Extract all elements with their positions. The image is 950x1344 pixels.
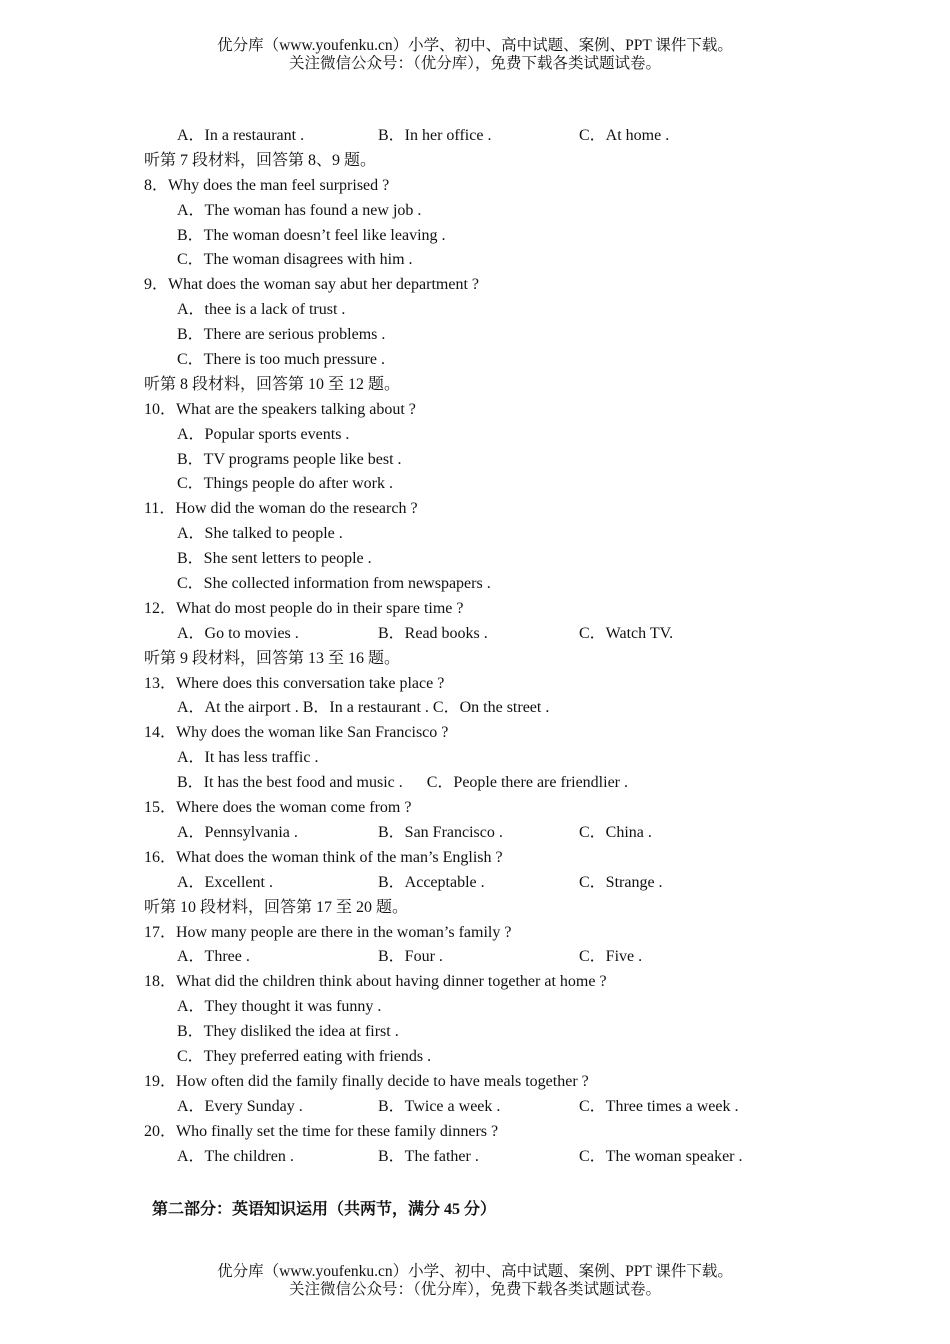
- option-c: C．At home .: [579, 127, 670, 144]
- question-10-stem: 10．What are the speakers talking about ?: [144, 400, 416, 418]
- question-7-options: [0, 124, 950, 149]
- option-c: C．Watch TV.: [579, 624, 674, 642]
- question-13-stem: 13．Where does this conversation take place ?: [144, 674, 445, 692]
- question-11-option-b: B．She sent letters to people .: [177, 550, 372, 568]
- question-8-stem: 8．Why does the man feel surprised ?: [144, 176, 390, 194]
- question-16-stem: 16．What does the woman think of the man’s English ?: [144, 848, 503, 866]
- option-a: A．Excellent .: [177, 873, 273, 891]
- question-10-option-c: C．Things people do after work .: [177, 475, 393, 493]
- question-12-options: [0, 622, 950, 647]
- part-2-heading: 第二部分：英语知识运用（共两节，满分 45 分）: [152, 1201, 497, 1218]
- option-a: A．Pennsylvania .: [177, 823, 298, 841]
- question-12-stem: 12．What do most people do in their spare time ?: [144, 599, 464, 617]
- question-13-options: A．At the airport . B．In a restaurant . C．On the street .: [177, 699, 550, 717]
- option-c: C．Five .: [579, 948, 643, 966]
- option-b: B．In her office .: [378, 127, 492, 144]
- question-18-option-a: A．They thought it was funny .: [177, 998, 382, 1016]
- question-9-option-b: B．There are serious problems .: [177, 326, 386, 344]
- exam-content: [0, 124, 950, 1169]
- question-18-stem: 18．What did the children think about having dinner together at home ?: [144, 973, 607, 991]
- section-instruction-7: 听第 7 段材料，回答第 8、9 题。: [144, 151, 377, 169]
- question-11-option-a: A．She talked to people .: [177, 525, 343, 543]
- question-20-options: [0, 1145, 950, 1170]
- option-b: B．Read books .: [378, 624, 488, 642]
- section-instruction-9: 听第 9 段材料，回答第 13 至 16 题。: [144, 649, 401, 667]
- section-instruction-8: 听第 8 段材料，回答第 10 至 12 题。: [144, 375, 401, 393]
- option-c: C．The woman speaker .: [579, 1147, 743, 1165]
- question-15-options: [0, 821, 950, 846]
- question-17-stem: 17．How many people are there in the woman’s family ?: [144, 923, 512, 941]
- question-9-option-a: A．thee is a lack of trust .: [177, 301, 346, 319]
- option-a: A．Every Sunday .: [177, 1097, 303, 1115]
- question-14-option-a: A．It has less traffic .: [177, 749, 319, 767]
- question-19-stem: 19．How often did the family finally decide to have meals together ?: [144, 1072, 589, 1090]
- page-footer: [0, 1263, 950, 1299]
- question-14-option-b-c: B．It has the best food and music . C．People there are friendlier .: [177, 774, 628, 792]
- question-11-stem: 11．How did the woman do the research ?: [144, 500, 418, 518]
- question-8-option-c: C．The woman disagrees with him .: [177, 251, 413, 269]
- question-8-option-b: B．The woman doesn’t feel like leaving .: [177, 226, 446, 244]
- question-15-stem: 15．Where does the woman come from ?: [144, 799, 412, 817]
- option-b: B．Four .: [378, 948, 443, 966]
- option-c: C．Three times a week .: [579, 1097, 739, 1115]
- option-a: A．In a restaurant .: [177, 127, 305, 144]
- header-line-2: 关注微信公众号：（优分库），免费下载各类试题试卷。: [288, 55, 661, 72]
- page-header: [0, 37, 950, 73]
- option-a: A．Go to movies .: [177, 624, 299, 642]
- footer-line-2: 关注微信公众号：（优分库），免费下载各类试题试卷。: [288, 1281, 661, 1298]
- question-14-stem: 14．Why does the woman like San Francisco ?: [144, 724, 449, 742]
- question-19-options: [0, 1095, 950, 1120]
- question-8-option-a: A．The woman has found a new job .: [177, 201, 422, 219]
- option-c: C．Strange .: [579, 873, 663, 891]
- question-20-stem: 20．Who finally set the time for these family dinners ?: [144, 1122, 499, 1140]
- option-b: B．The father .: [378, 1147, 479, 1165]
- option-a: A．Three .: [177, 948, 250, 966]
- option-b: B．Acceptable .: [378, 873, 485, 891]
- question-17-options: [0, 945, 950, 970]
- question-10-option-b: B．TV programs people like best .: [177, 450, 402, 468]
- question-18-option-b: B．They disliked the idea at first .: [177, 1023, 399, 1041]
- footer-line-1: 优分库（www.youfenku.cn）小学、初中、高中试题、案例、PPT 课件下载。: [217, 1263, 733, 1280]
- option-a: A．The children .: [177, 1147, 294, 1165]
- header-line-1: 优分库（www.youfenku.cn）小学、初中、高中试题、案例、PPT 课件下载。: [217, 37, 733, 54]
- question-11-option-c: C．She collected information from newspapers .: [177, 575, 491, 593]
- question-16-options: [0, 871, 950, 896]
- question-18-option-c: C．They preferred eating with friends .: [177, 1047, 432, 1065]
- option-b: B．San Francisco .: [378, 823, 503, 841]
- option-b: B．Twice a week .: [378, 1097, 501, 1115]
- question-10-option-a: A．Popular sports events .: [177, 425, 350, 443]
- section-instruction-10: 听第 10 段材料，回答第 17 至 20 题。: [144, 898, 409, 916]
- option-c: C．China .: [579, 823, 652, 841]
- question-9-option-c: C．There is too much pressure .: [177, 351, 385, 369]
- question-9-stem: 9．What does the woman say abut her department ?: [144, 276, 480, 294]
